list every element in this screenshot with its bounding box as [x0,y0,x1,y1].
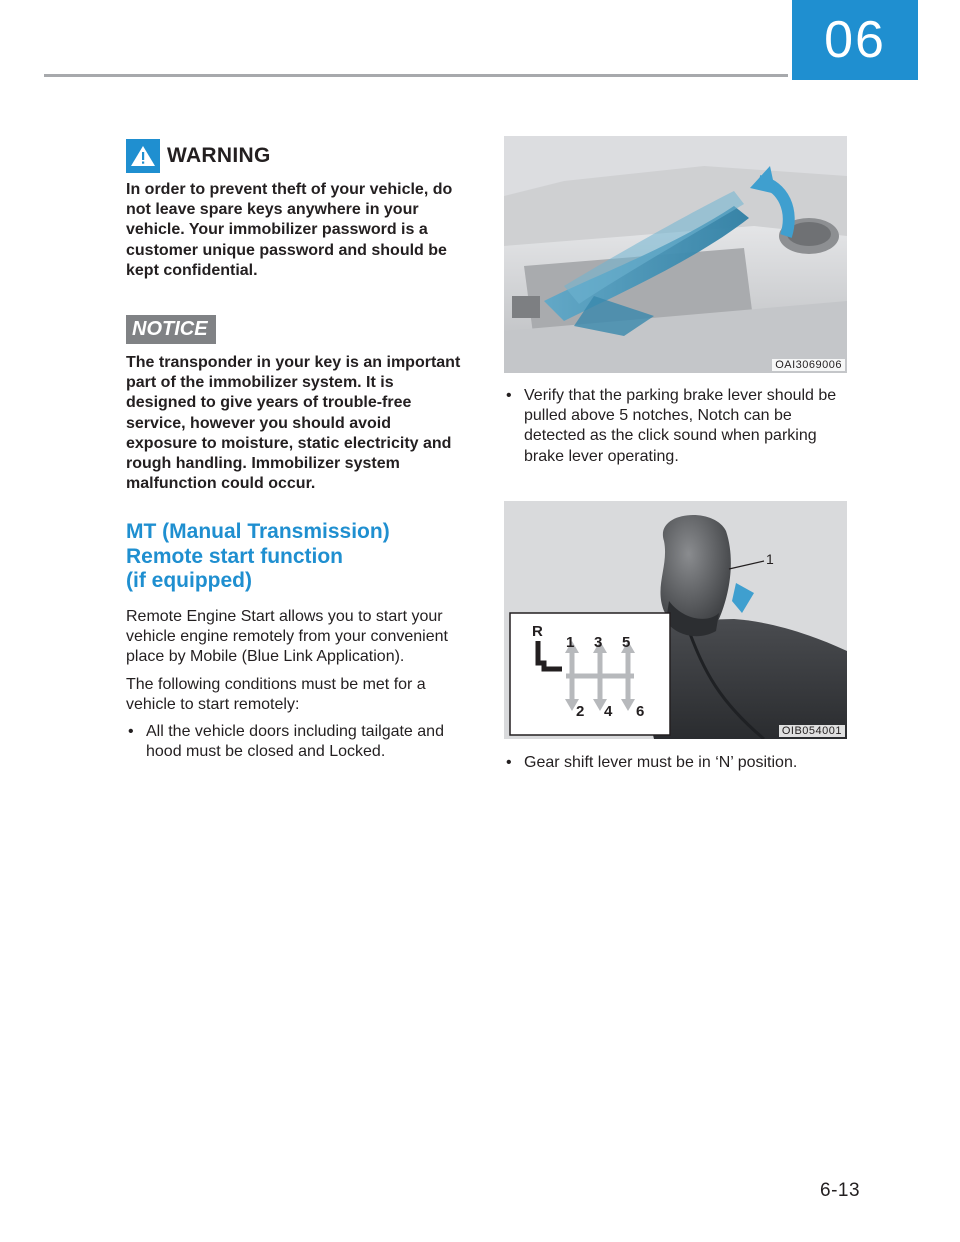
gear-shift-figure [504,501,847,739]
notice-text: The transponder in your key is an important part of the immobilizer system. It is designed to give years of trouble-free service, however you should avoid exposure to moisture, static electricity and rough handling. Immobilizer system malfunction could occur. [126,354,461,493]
intro-paragraph: Remote Engine Start allows you to start your vehicle engine remotely from your convenient place by Mobile (Blue Link Application). [126,607,448,666]
warning-text: In order to prevent theft of your vehicle, do not leave spare keys anywhere in your vehicle. Your immobilizer password is a customer unique password and should be kept confidential. [126,181,453,279]
bullet-symbol: • [506,753,512,771]
section-heading-line: Remote start function [126,544,344,568]
list-item-text: Verify that the parking brake lever should be pulled above 5 notches, Notch can be detected as the click sound when parking brake lever operating. [524,387,837,465]
section-heading [126,520,464,594]
parking-brake-figure [504,136,847,373]
list-item [504,386,847,467]
gear-label-reverse: R [532,622,543,640]
right-column [504,136,847,773]
gear-label: 3 [594,633,603,651]
section-heading-line: MT (Manual Transmission) [126,520,390,544]
conditions-paragraph: The following conditions must be met for a vehicle to start remotely: [126,675,426,713]
parking-brake-illustration [504,136,847,373]
warning-heading [126,138,464,174]
chapter-tab: 06 [792,0,918,80]
warning-title: WARNING [167,144,271,167]
list-item-text: Gear shift lever must be in ‘N’ position. [524,753,798,771]
figure-code: OIB054001 [779,725,845,737]
list-item-text: All the vehicle doors including tailgate and hood must be closed and Locked. [146,722,444,761]
gear-label: 2 [576,702,585,720]
left-column [126,138,464,762]
page-number: 6-13 [820,1180,861,1201]
header-rule [44,74,788,77]
gear-label: 1 [566,633,575,651]
bullet-symbol: • [128,722,134,740]
list-item [504,753,847,773]
callout-label: 1 [766,550,774,567]
list-item [126,722,464,762]
figure-code: OAI3069006 [772,359,845,371]
gear-label: 5 [622,633,631,651]
gear-label: 4 [604,702,613,720]
notice-badge: NOTICE [126,315,216,344]
gear-shift-illustration [504,501,847,739]
bullet-symbol: • [506,387,512,404]
warning-triangle-icon [126,139,160,173]
section-heading-line: (if equipped) [126,569,252,593]
gear-label: 6 [636,702,645,720]
